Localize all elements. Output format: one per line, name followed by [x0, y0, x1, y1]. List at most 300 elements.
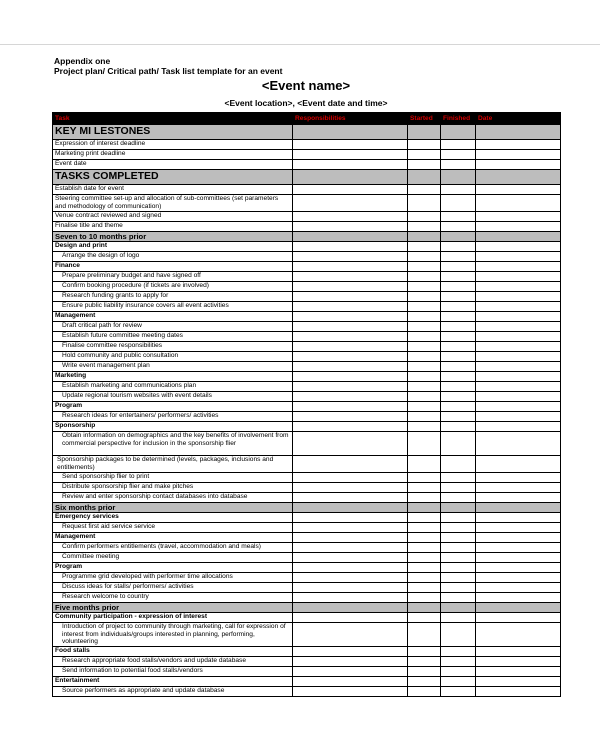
finished-cell	[441, 292, 476, 302]
category-row	[53, 677, 561, 687]
date-cell	[476, 222, 561, 232]
finished-cell	[441, 493, 476, 503]
responsibility-cell	[293, 456, 408, 473]
responsibility-cell	[293, 473, 408, 483]
started-cell	[408, 563, 441, 573]
date-cell	[476, 185, 561, 195]
date-cell	[476, 125, 561, 140]
finished-cell	[441, 302, 476, 312]
table-row	[53, 473, 561, 483]
started-cell	[408, 687, 441, 697]
responsibility-cell	[293, 125, 408, 140]
responsibility-cell	[293, 222, 408, 232]
finished-cell	[441, 422, 476, 432]
responsibility-cell	[293, 212, 408, 222]
task-cell: Sponsorship packages to be determined (levels, packages, inclusions and entitlements)	[53, 456, 293, 473]
started-cell	[408, 677, 441, 687]
table-row	[53, 252, 561, 262]
finished-cell	[441, 242, 476, 252]
task-cell: Request first aid service service	[53, 523, 293, 533]
responsibility-cell	[293, 402, 408, 412]
date-cell	[476, 647, 561, 657]
task-cell: Review and enter sponsorship contact databases into database	[53, 493, 293, 503]
started-cell	[408, 483, 441, 493]
task-cell: Venue contract reviewed and signed	[53, 212, 293, 222]
responsibility-cell	[293, 392, 408, 402]
finished-cell	[441, 232, 476, 242]
table-row	[53, 412, 561, 422]
table-row	[53, 543, 561, 553]
responsibility-cell	[293, 513, 408, 523]
started-cell	[408, 150, 441, 160]
responsibility-cell	[293, 543, 408, 553]
table-row	[53, 687, 561, 697]
date-cell	[476, 140, 561, 150]
finished-cell	[441, 160, 476, 170]
responsibility-cell	[293, 593, 408, 603]
task-cell: Design and print	[53, 242, 293, 252]
finished-cell	[441, 150, 476, 160]
finished-cell	[441, 170, 476, 185]
task-cell: Marketing print deadline	[53, 150, 293, 160]
date-cell	[476, 543, 561, 553]
finished-cell	[441, 623, 476, 647]
table-row	[53, 432, 561, 456]
date-cell	[476, 573, 561, 583]
date-cell	[476, 352, 561, 362]
table-row	[53, 667, 561, 677]
date-cell	[476, 160, 561, 170]
task-cell: Distribute sponsorship flier and make pitches	[53, 483, 293, 493]
column-header-task: Task	[53, 113, 293, 125]
responsibility-cell	[293, 185, 408, 195]
task-cell: Program	[53, 563, 293, 573]
responsibility-cell	[293, 432, 408, 456]
finished-cell	[441, 647, 476, 657]
date-cell	[476, 677, 561, 687]
started-cell	[408, 382, 441, 392]
table-row	[53, 185, 561, 195]
date-cell	[476, 523, 561, 533]
started-cell	[408, 312, 441, 322]
task-cell: Emergency services	[53, 513, 293, 523]
task-cell: Marketing	[53, 372, 293, 382]
event-name-title: <Event name>	[261, 78, 351, 93]
finished-cell	[441, 583, 476, 593]
column-header-finished: Finished	[441, 113, 476, 125]
column-header-date: Date	[476, 113, 561, 125]
task-cell: Confirm booking procedure (if tickets are involved)	[53, 282, 293, 292]
table-row	[53, 332, 561, 342]
task-cell: Research welcome to country	[53, 593, 293, 603]
section-band-row	[53, 170, 561, 185]
date-cell	[476, 252, 561, 262]
task-cell: Food stalls	[53, 647, 293, 657]
task-cell: Management	[53, 312, 293, 322]
started-cell	[408, 272, 441, 282]
task-cell: KEY MI LESTONES	[53, 125, 293, 140]
sheet-header	[52, 56, 560, 112]
finished-cell	[441, 503, 476, 513]
responsibility-cell	[293, 150, 408, 160]
task-cell: Finance	[53, 262, 293, 272]
task-cell: Prepare preliminary budget and have signed off	[53, 272, 293, 282]
category-row	[53, 262, 561, 272]
finished-cell	[441, 523, 476, 533]
started-cell	[408, 185, 441, 195]
date-cell	[476, 282, 561, 292]
responsibility-cell	[293, 292, 408, 302]
task-cell: TASKS COMPLETED	[53, 170, 293, 185]
responsibility-cell	[293, 242, 408, 252]
event-location-date: <Event location>, <Event date and time>	[224, 98, 388, 108]
task-cell: Finalise committee responsibilities	[53, 342, 293, 352]
finished-cell	[441, 322, 476, 332]
table-row	[53, 362, 561, 372]
finished-cell	[441, 677, 476, 687]
responsibility-cell	[293, 195, 408, 212]
date-cell	[476, 687, 561, 697]
responsibility-cell	[293, 140, 408, 150]
date-cell	[476, 402, 561, 412]
started-cell	[408, 456, 441, 473]
date-cell	[476, 583, 561, 593]
finished-cell	[441, 603, 476, 613]
table-row	[53, 623, 561, 647]
task-cell: Obtain information on demographics and the key benefits of involvement from commercial perspective for inclusion in the sponsorship flier	[53, 432, 293, 456]
started-cell	[408, 160, 441, 170]
responsibility-cell	[293, 687, 408, 697]
table-row	[53, 342, 561, 352]
date-cell	[476, 332, 561, 342]
responsibility-cell	[293, 533, 408, 543]
date-cell	[476, 170, 561, 185]
started-cell	[408, 412, 441, 422]
responsibility-cell	[293, 677, 408, 687]
table-row	[53, 483, 561, 493]
date-cell	[476, 272, 561, 282]
finished-cell	[441, 593, 476, 603]
task-cell: Write event management plan	[53, 362, 293, 372]
finished-cell	[441, 473, 476, 483]
table-row	[53, 593, 561, 603]
finished-cell	[441, 222, 476, 232]
task-cell: Research appropriate food stalls/vendors and update database	[53, 657, 293, 667]
table-row	[53, 272, 561, 282]
date-cell	[476, 362, 561, 372]
responsibility-cell	[293, 412, 408, 422]
table-row	[53, 352, 561, 362]
finished-cell	[441, 382, 476, 392]
task-cell: Introduction of project to community through marketing, call for expression of interest from individuals/groups interested in planning, performing, volunteering	[53, 623, 293, 647]
responsibility-cell	[293, 422, 408, 432]
task-cell: Draft critical path for review	[53, 322, 293, 332]
finished-cell	[441, 372, 476, 382]
finished-cell	[441, 402, 476, 412]
responsibility-cell	[293, 583, 408, 593]
responsibility-cell	[293, 493, 408, 503]
table-row	[53, 583, 561, 593]
started-cell	[408, 503, 441, 513]
started-cell	[408, 342, 441, 352]
responsibility-cell	[293, 282, 408, 292]
task-cell: Confirm performers entitlements (travel, accommodation and meals)	[53, 543, 293, 553]
date-cell	[476, 392, 561, 402]
started-cell	[408, 362, 441, 372]
responsibility-cell	[293, 523, 408, 533]
task-cell: Entertainment	[53, 677, 293, 687]
started-cell	[408, 422, 441, 432]
appendix-label: Appendix one	[54, 56, 111, 66]
table-row	[53, 140, 561, 150]
finished-cell	[441, 332, 476, 342]
date-cell	[476, 212, 561, 222]
task-cell: Establish date for event	[53, 185, 293, 195]
finished-cell	[441, 212, 476, 222]
responsibility-cell	[293, 252, 408, 262]
period-heading-row	[53, 503, 561, 513]
responsibility-cell	[293, 503, 408, 513]
started-cell	[408, 402, 441, 412]
started-cell	[408, 553, 441, 563]
started-cell	[408, 647, 441, 657]
task-cell: Seven to 10 months prior	[53, 232, 293, 242]
responsibility-cell	[293, 623, 408, 647]
finished-cell	[441, 543, 476, 553]
date-cell	[476, 473, 561, 483]
finished-cell	[441, 553, 476, 563]
task-cell: Send sponsorship flier to print	[53, 473, 293, 483]
started-cell	[408, 222, 441, 232]
task-cell: Ensure public liability insurance covers all event activities	[53, 302, 293, 312]
task-cell: Finalise title and theme	[53, 222, 293, 232]
finished-cell	[441, 272, 476, 282]
category-row	[53, 647, 561, 657]
task-cell: Five months prior	[53, 603, 293, 613]
task-cell: Update regional tourism websites with event details	[53, 392, 293, 402]
task-table	[52, 112, 561, 697]
date-cell	[476, 150, 561, 160]
task-cell: Sponsorship	[53, 422, 293, 432]
started-cell	[408, 513, 441, 523]
date-cell	[476, 503, 561, 513]
task-cell: Expression of interest deadline	[53, 140, 293, 150]
date-cell	[476, 563, 561, 573]
date-cell	[476, 456, 561, 473]
started-cell	[408, 170, 441, 185]
started-cell	[408, 583, 441, 593]
date-cell	[476, 657, 561, 667]
responsibility-cell	[293, 362, 408, 372]
started-cell	[408, 140, 441, 150]
responsibility-cell	[293, 322, 408, 332]
category-row	[53, 613, 561, 623]
task-cell: Establish future committee meeting dates	[53, 332, 293, 342]
started-cell	[408, 212, 441, 222]
date-cell	[476, 432, 561, 456]
category-row	[53, 563, 561, 573]
finished-cell	[441, 125, 476, 140]
started-cell	[408, 252, 441, 262]
started-cell	[408, 657, 441, 667]
finished-cell	[441, 667, 476, 677]
finished-cell	[441, 195, 476, 212]
finished-cell	[441, 352, 476, 362]
task-cell: Arrange the design of logo	[53, 252, 293, 262]
responsibility-cell	[293, 302, 408, 312]
finished-cell	[441, 687, 476, 697]
period-heading-row	[53, 232, 561, 242]
finished-cell	[441, 140, 476, 150]
finished-cell	[441, 252, 476, 262]
started-cell	[408, 242, 441, 252]
period-heading-row	[53, 603, 561, 613]
responsibility-cell	[293, 483, 408, 493]
responsibility-cell	[293, 603, 408, 613]
task-cell: Hold community and public consultation	[53, 352, 293, 362]
started-cell	[408, 195, 441, 212]
task-cell: Source performers as appropriate and update database	[53, 687, 293, 697]
responsibility-cell	[293, 553, 408, 563]
finished-cell	[441, 362, 476, 372]
started-cell	[408, 125, 441, 140]
finished-cell	[441, 657, 476, 667]
responsibility-cell	[293, 563, 408, 573]
table-row	[53, 573, 561, 583]
finished-cell	[441, 563, 476, 573]
task-cell: Send information to potential food stalls/vendors	[53, 667, 293, 677]
table-row	[53, 160, 561, 170]
started-cell	[408, 667, 441, 677]
started-cell	[408, 613, 441, 623]
started-cell	[408, 473, 441, 483]
responsibility-cell	[293, 382, 408, 392]
finished-cell	[441, 412, 476, 422]
started-cell	[408, 603, 441, 613]
responsibility-cell	[293, 232, 408, 242]
document-page	[0, 45, 600, 730]
date-cell	[476, 372, 561, 382]
started-cell	[408, 392, 441, 402]
finished-cell	[441, 342, 476, 352]
responsibility-cell	[293, 312, 408, 322]
template-subtitle: Project plan/ Critical path/ Task list template for an event	[54, 66, 283, 76]
task-cell: Community participation - expression of interest	[53, 613, 293, 623]
date-cell	[476, 623, 561, 647]
table-row	[53, 222, 561, 232]
started-cell	[408, 332, 441, 342]
responsibility-cell	[293, 262, 408, 272]
category-row	[53, 422, 561, 432]
finished-cell	[441, 392, 476, 402]
category-row	[53, 312, 561, 322]
task-cell: Management	[53, 533, 293, 543]
date-cell	[476, 422, 561, 432]
task-cell: Committee meeting	[53, 553, 293, 563]
finished-cell	[441, 432, 476, 456]
started-cell	[408, 623, 441, 647]
task-cell: Six months prior	[53, 503, 293, 513]
date-cell	[476, 302, 561, 312]
responsibility-cell	[293, 613, 408, 623]
date-cell	[476, 603, 561, 613]
date-cell	[476, 322, 561, 332]
date-cell	[476, 382, 561, 392]
task-cell: Research funding grants to apply for	[53, 292, 293, 302]
date-cell	[476, 342, 561, 352]
started-cell	[408, 543, 441, 553]
task-cell: Programme grid developed with performer time allocations	[53, 573, 293, 583]
started-cell	[408, 593, 441, 603]
date-cell	[476, 242, 561, 252]
date-cell	[476, 667, 561, 677]
started-cell	[408, 302, 441, 312]
date-cell	[476, 262, 561, 272]
task-cell: Steering committee set-up and allocation of sub-committees (set parameters and methodology of communication)	[53, 195, 293, 212]
date-cell	[476, 613, 561, 623]
date-cell	[476, 483, 561, 493]
table-row	[53, 657, 561, 667]
task-cell: Discuss ideas for stalls/ performers/ activities	[53, 583, 293, 593]
started-cell	[408, 493, 441, 503]
finished-cell	[441, 262, 476, 272]
started-cell	[408, 322, 441, 332]
started-cell	[408, 292, 441, 302]
responsibility-cell	[293, 573, 408, 583]
table-row	[53, 195, 561, 212]
date-cell	[476, 412, 561, 422]
table-row	[53, 292, 561, 302]
date-cell	[476, 533, 561, 543]
column-header-started: Started	[408, 113, 441, 125]
responsibility-cell	[293, 170, 408, 185]
date-cell	[476, 513, 561, 523]
table-header-row	[53, 113, 561, 125]
task-list-sheet	[52, 56, 560, 697]
finished-cell	[441, 573, 476, 583]
started-cell	[408, 262, 441, 272]
finished-cell	[441, 456, 476, 473]
section-band-row	[53, 125, 561, 140]
date-cell	[476, 553, 561, 563]
task-cell: Event date	[53, 160, 293, 170]
table-row	[53, 302, 561, 312]
category-row	[53, 402, 561, 412]
started-cell	[408, 282, 441, 292]
responsibility-cell	[293, 272, 408, 282]
table-row	[53, 553, 561, 563]
task-cell: Research ideas for entertainers/ performers/ activities	[53, 412, 293, 422]
table-row	[53, 392, 561, 402]
table-row	[53, 150, 561, 160]
started-cell	[408, 232, 441, 242]
table-row	[53, 322, 561, 332]
started-cell	[408, 372, 441, 382]
responsibility-cell	[293, 667, 408, 677]
date-cell	[476, 232, 561, 242]
date-cell	[476, 195, 561, 212]
finished-cell	[441, 185, 476, 195]
responsibility-cell	[293, 657, 408, 667]
finished-cell	[441, 613, 476, 623]
responsibility-cell	[293, 352, 408, 362]
responsibility-cell	[293, 342, 408, 352]
table-row	[53, 382, 561, 392]
started-cell	[408, 573, 441, 583]
table-row	[53, 282, 561, 292]
responsibility-cell	[293, 647, 408, 657]
started-cell	[408, 432, 441, 456]
